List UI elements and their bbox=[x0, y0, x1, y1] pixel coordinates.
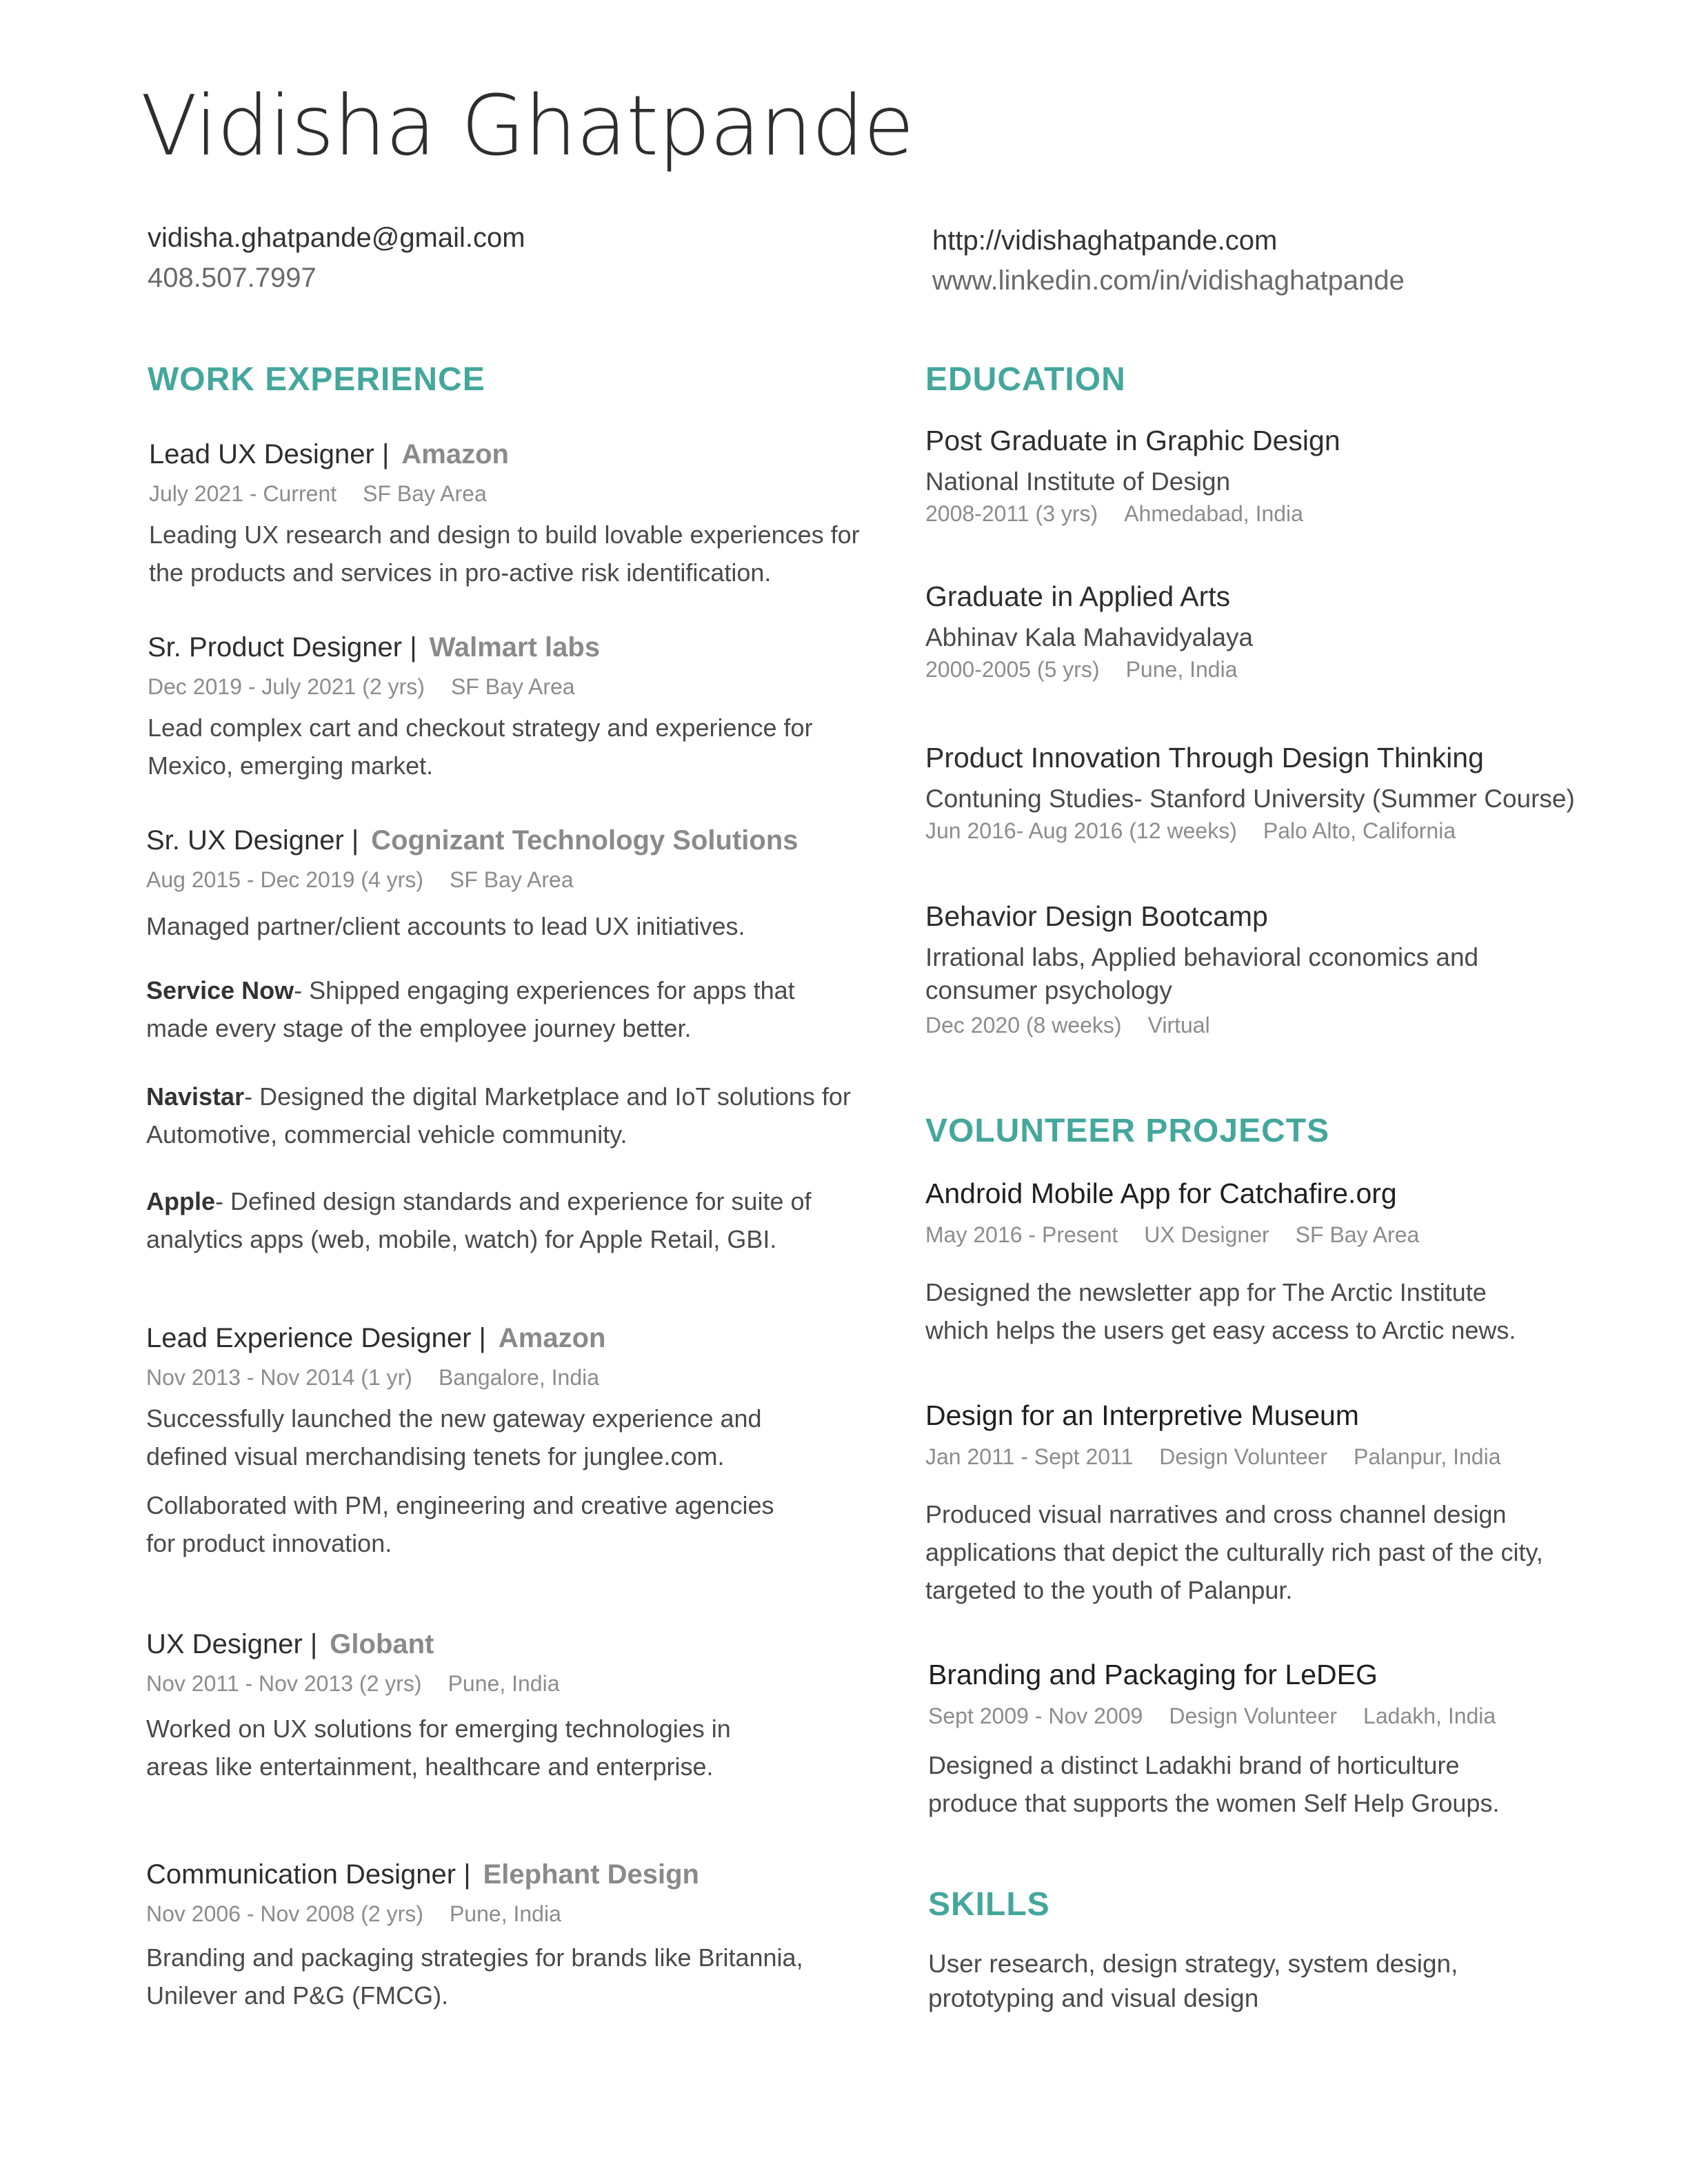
job-description-secondary: Collaborated with PM, engineering and creative agencies for product innovation. bbox=[146, 1490, 774, 1557]
volunteer-entry bbox=[925, 1176, 1546, 1349]
job-location: Bangalore, India bbox=[438, 1365, 600, 1390]
job-location: Pune, India bbox=[449, 1901, 561, 1926]
linkedin-link[interactable]: www.linkedin.com/in/vidishaghatpande bbox=[932, 265, 1405, 296]
volunteer-entry bbox=[928, 1657, 1549, 1822]
job-meta bbox=[146, 1670, 863, 1699]
job-company: Amazon bbox=[401, 439, 509, 469]
volunteer-heading: VOLUNTEER PROJECTS bbox=[925, 1113, 1330, 1149]
project-description: Produced visual narratives and cross channel design applications that depict the culturally rich past of the city, targeted to the youth of Palanpur. bbox=[925, 1499, 1543, 1604]
education-heading: EDUCATION bbox=[925, 361, 1126, 398]
work-entry bbox=[146, 1857, 863, 2014]
degree-title: Post Graduate in Graphic Design bbox=[925, 425, 1340, 456]
project-title: Design for an Interpretive Museum bbox=[925, 1399, 1359, 1431]
job-meta bbox=[146, 866, 863, 895]
job-meta bbox=[149, 480, 866, 509]
job-company: Walmart labs bbox=[429, 632, 601, 663]
email[interactable]: vidisha.ghatpande@gmail.com bbox=[148, 223, 525, 253]
contact-left bbox=[148, 218, 525, 298]
education-meta bbox=[925, 500, 1615, 529]
job-title: UX Designer bbox=[146, 1629, 303, 1659]
job-title: Lead UX Designer bbox=[149, 439, 374, 469]
resume-name: Vidisha Ghatpande bbox=[141, 79, 914, 174]
project-location: Palanpur, India bbox=[1353, 1444, 1501, 1470]
education-location: Pune, India bbox=[1125, 657, 1238, 682]
education-meta bbox=[925, 656, 1615, 685]
education-location: Ahmedabad, India bbox=[1124, 501, 1303, 527]
skills-heading: SKILLS bbox=[928, 1886, 1050, 1923]
job-company: Globant bbox=[330, 1629, 434, 1659]
contact-right bbox=[932, 221, 1405, 301]
job-heading: UX Designer | Globant bbox=[146, 1629, 434, 1659]
project-dates: Jan 2011 - Sept 2011 bbox=[925, 1444, 1134, 1470]
education-dates: 2000-2005 (5 yrs) bbox=[925, 657, 1100, 682]
education-dates: Dec 2020 (8 weeks) bbox=[925, 1013, 1122, 1038]
job-description: Successfully launched the new gateway experience and defined visual merchandising tenets for junglee.com. bbox=[146, 1404, 762, 1470]
website-link[interactable]: http://vidishaghatpande.com bbox=[932, 225, 1278, 256]
education-entry bbox=[925, 899, 1518, 1040]
education-meta bbox=[925, 1011, 1518, 1040]
education-entry bbox=[925, 423, 1615, 529]
education-dates: 2008-2011 (3 yrs) bbox=[925, 501, 1098, 527]
job-dates: Nov 2013 - Nov 2014 (1 yr) bbox=[146, 1365, 412, 1390]
project-role: UX Designer bbox=[1144, 1222, 1269, 1248]
project-meta bbox=[925, 1443, 1546, 1472]
job-title: Lead Experience Designer bbox=[146, 1323, 472, 1353]
job-heading: Sr. UX Designer | Cognizant Technology Solutions bbox=[146, 825, 798, 856]
education-location: Palo Alto, California bbox=[1263, 818, 1456, 844]
client-text: - Designed the digital Marketplace and IoT solutions for Automotive, commercial vehicle community. bbox=[146, 1082, 851, 1149]
job-dates: Dec 2019 - July 2021 (2 yrs) bbox=[148, 674, 425, 699]
job-heading: Lead UX Designer | Amazon bbox=[149, 439, 509, 469]
client-name: Apple bbox=[146, 1186, 216, 1215]
work-entry bbox=[146, 1321, 863, 1562]
education-dates: Jun 2016- Aug 2016 (12 weeks) bbox=[925, 818, 1237, 844]
project-dates: May 2016 - Present bbox=[925, 1222, 1118, 1248]
job-location: SF Bay Area bbox=[450, 674, 575, 699]
job-description: Lead complex cart and checkout strategy and experience for Mexico, emerging market. bbox=[148, 713, 813, 780]
project-description: Designed the newsletter app for The Arctic Institute which helps the users get easy access to Arctic news. bbox=[925, 1277, 1516, 1344]
degree-title: Product Innovation Through Design Thinking bbox=[925, 742, 1484, 774]
education-meta bbox=[925, 817, 1642, 846]
skills-text: User research, design strategy, system design, prototyping and visual design bbox=[928, 1950, 1458, 2012]
job-company: Cognizant Technology Solutions bbox=[371, 825, 798, 856]
client-item bbox=[146, 971, 863, 1047]
job-meta bbox=[148, 673, 865, 702]
project-meta bbox=[928, 1702, 1549, 1731]
work-experience-heading: WORK EXPERIENCE bbox=[148, 361, 485, 398]
phone[interactable]: 408.507.7997 bbox=[148, 263, 316, 293]
job-description: Worked on UX solutions for emerging technologies in areas like entertainment, healthcare and enterprise. bbox=[146, 1714, 731, 1781]
project-role: Design Volunteer bbox=[1169, 1703, 1338, 1729]
job-location: SF Bay Area bbox=[363, 481, 487, 506]
job-meta bbox=[146, 1900, 863, 1929]
project-title: Branding and Packaging for LeDEG bbox=[928, 1659, 1378, 1690]
job-description: Branding and packaging strategies for brands like Britannia, Unilever and P&G (FMCG). bbox=[146, 1943, 803, 2010]
institution: National Institute of Design bbox=[925, 467, 1231, 496]
job-dates: Nov 2011 - Nov 2013 (2 yrs) bbox=[146, 1671, 422, 1696]
education-location: Virtual bbox=[1147, 1013, 1210, 1038]
client-item bbox=[146, 1182, 863, 1258]
institution: Irrational labs, Applied behavioral cconomics and consumer psychology bbox=[925, 943, 1479, 1005]
project-title: Android Mobile App for Catchafire.org bbox=[925, 1177, 1397, 1209]
work-entry bbox=[149, 437, 866, 592]
client-item bbox=[146, 1078, 863, 1153]
project-meta bbox=[925, 1221, 1546, 1250]
project-dates: Sept 2009 - Nov 2009 bbox=[928, 1703, 1143, 1729]
client-name: Service Now bbox=[146, 975, 294, 1004]
work-entry bbox=[146, 823, 863, 1258]
volunteer-entry bbox=[925, 1398, 1546, 1609]
job-location: Pune, India bbox=[448, 1671, 560, 1696]
institution: Abhinav Kala Mahavidyalaya bbox=[925, 623, 1254, 652]
education-entry bbox=[925, 579, 1615, 685]
job-title: Sr. UX Designer bbox=[146, 825, 344, 856]
project-location: Ladakh, India bbox=[1363, 1703, 1496, 1729]
project-location: SF Bay Area bbox=[1295, 1222, 1420, 1248]
work-entry bbox=[148, 630, 865, 785]
job-heading: Sr. Product Designer | Walmart labs bbox=[148, 632, 601, 663]
job-title: Sr. Product Designer bbox=[148, 632, 403, 663]
job-dates: Aug 2015 - Dec 2019 (4 yrs) bbox=[146, 867, 423, 892]
client-text: - Shipped engaging experiences for apps that made every stage of the employee journey better. bbox=[146, 975, 795, 1042]
work-entry bbox=[146, 1627, 863, 1786]
job-company: Elephant Design bbox=[483, 1859, 699, 1890]
job-heading: Lead Experience Designer | Amazon bbox=[146, 1323, 606, 1353]
client-name: Navistar bbox=[146, 1082, 245, 1111]
job-description: Managed partner/client accounts to lead UX initiatives. bbox=[146, 911, 745, 940]
institution: Contuning Studies- Stanford University (Summer Course) bbox=[925, 785, 1575, 813]
job-dates: Nov 2006 - Nov 2008 (2 yrs) bbox=[146, 1901, 423, 1926]
project-role: Design Volunteer bbox=[1159, 1444, 1327, 1470]
client-text: - Defined design standards and experience for suite of analytics apps (web, mobile, watch) for Apple Retail, GBI. bbox=[146, 1186, 812, 1253]
project-description: Designed a distinct Ladakhi brand of horticulture produce that supports the women Self Help Groups. bbox=[928, 1750, 1500, 1817]
job-description: Leading UX research and design to build lovable experiences for the products and services in pro-active risk identification. bbox=[149, 520, 860, 587]
education-entry bbox=[925, 740, 1642, 846]
job-location: SF Bay Area bbox=[449, 867, 574, 892]
job-title: Communication Designer bbox=[146, 1859, 456, 1890]
job-dates: July 2021 - Current bbox=[149, 481, 337, 506]
degree-title: Graduate in Applied Arts bbox=[925, 580, 1231, 612]
job-heading: Communication Designer | Elephant Design bbox=[146, 1859, 699, 1890]
degree-title: Behavior Design Bootcamp bbox=[925, 900, 1268, 932]
job-company: Amazon bbox=[498, 1323, 606, 1353]
job-meta bbox=[146, 1364, 863, 1393]
